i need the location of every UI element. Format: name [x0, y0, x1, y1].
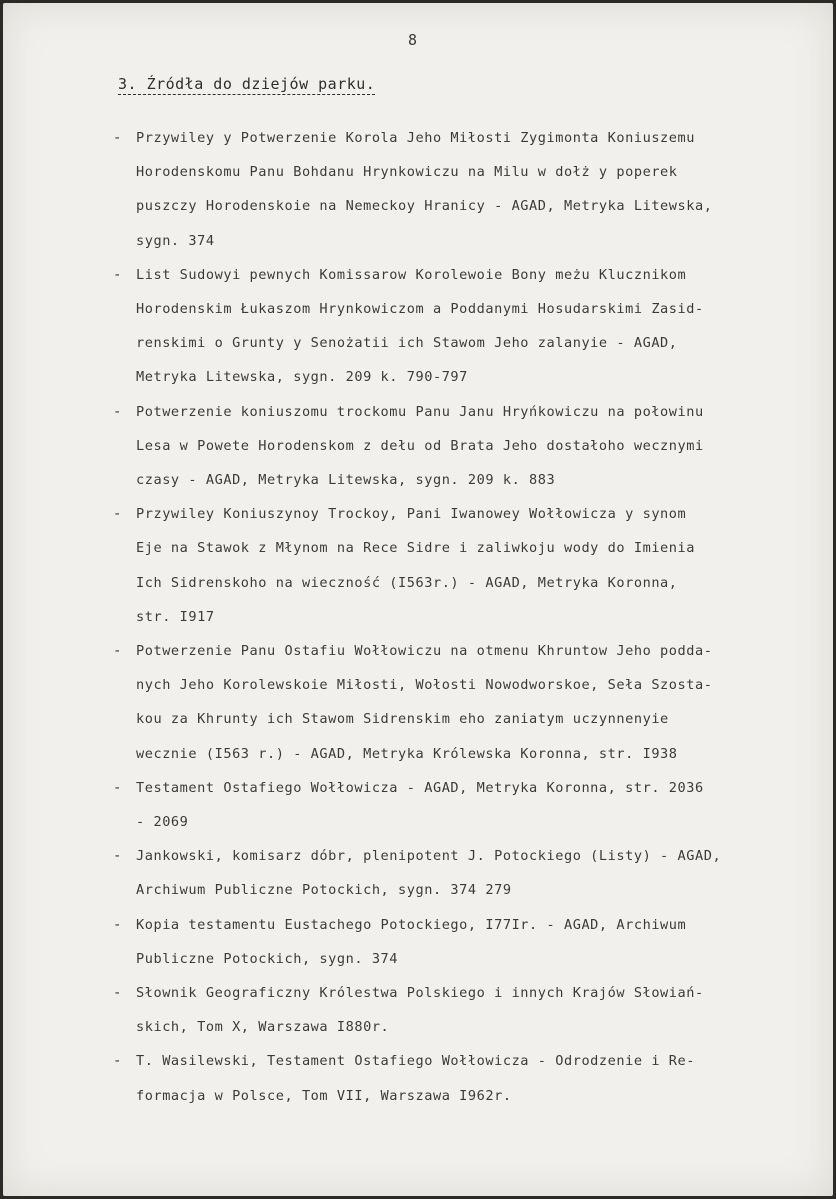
entry-line: Eje na Stawok z Młynom na Rece Sidre i zaliwkoju wody do Imienia: [136, 540, 695, 557]
page-number: 8: [408, 31, 418, 49]
bibliography-entry: [113, 634, 813, 771]
entry-line: Kopia testamentu Eustachego Potockiego, I77Ir. - AGAD, Archiwum: [136, 916, 687, 933]
bibliography-entry: [113, 121, 813, 258]
entry-line: - 2069: [136, 814, 189, 831]
entry-text: [136, 395, 813, 498]
entry-dash: -: [113, 985, 122, 1002]
bibliography-entry: [113, 908, 813, 976]
bibliography-entry: [113, 839, 813, 907]
entry-line: Jankowski, komisarz dóbr, plenipotent J. Potockiego (Listy) - AGAD,: [136, 848, 722, 865]
entry-line: Ich Sidrenskoho na wieczność (I563r.) - AGAD, Metryka Koronna,: [136, 574, 678, 591]
entry-line: Testament Ostafiego Wołłowicza - AGAD, Metryka Koronna, str. 2036: [136, 779, 704, 796]
entry-line: Publiczne Potockich, sygn. 374: [136, 950, 399, 967]
document-page: [3, 3, 833, 1196]
entry-text: [136, 1044, 813, 1112]
entry-text: [136, 634, 813, 771]
entry-line: Potwerzenie koniuszomu trockomu Panu Janu Hryńkowiczu na połowinu: [136, 403, 704, 420]
entry-text: [136, 839, 813, 907]
entry-dash: -: [113, 403, 122, 420]
section-title: 3. Źródła do dziejów parku.: [118, 75, 376, 93]
entry-line: Potwerzenie Panu Ostafiu Wołłowiczu na otmenu Khruntow Jeho podda-: [136, 643, 713, 660]
entry-dash: -: [113, 1053, 122, 1070]
entry-line: sygn. 374: [136, 232, 215, 249]
entry-dash: -: [113, 643, 122, 660]
entry-line: Lesa w Powete Horodenskom z dełu od Brata Jeho dostałoho wecznymi: [136, 437, 704, 454]
entry-text: [136, 908, 813, 976]
bibliography-entry: [113, 395, 813, 498]
entry-line: Metryka Litewska, sygn. 209 k. 790-797: [136, 369, 468, 386]
entry-line: Archiwum Publiczne Potockich, sygn. 374 279: [136, 882, 512, 899]
entry-line: Przywiley y Potwerzenie Korola Jeho Miłosti Zygimonta Koniuszemu: [136, 130, 695, 146]
entry-line: Horodenskim Łukaszom Hrynkowiczom a Poddanymi Hosudarskimi Zasid-: [136, 301, 704, 318]
entry-line: formacja w Polsce, Tom VII, Warszawa I962r.: [136, 1087, 512, 1104]
bibliography-entry: [113, 258, 813, 395]
bibliography-entry: [113, 1044, 813, 1112]
entry-line: Horodenskomu Panu Bohdanu Hrynkowiczu na Milu w dołż y poperek: [136, 164, 678, 181]
entry-line: kou za Khrunty ich Stawom Sidrenskim eho zaniatym uczynnenyie: [136, 711, 669, 728]
entry-line: Przywiley Koniuszynoy Trockoy, Pani Iwanowey Wołłowicza y synom: [136, 506, 687, 523]
entry-text: [136, 976, 813, 1044]
entry-dash: -: [113, 266, 122, 283]
bibliography-entry: [113, 771, 813, 839]
entry-line: nych Jeho Korolewskoie Miłosti, Wołosti Nowodworskoe, Seła Szosta-: [136, 677, 713, 694]
entry-text: [136, 497, 813, 634]
entry-line: str. I917: [136, 608, 215, 625]
bibliography-list: [113, 121, 813, 1113]
entry-line: Słownik Geograficzny Królestwa Polskiego i innych Krajów Słowiań-: [136, 985, 704, 1002]
entry-line: czasy - AGAD, Metryka Litewska, sygn. 209 k. 883: [136, 472, 556, 489]
entry-dash: -: [113, 779, 122, 796]
entry-text: [136, 121, 813, 258]
entry-line: skich, Tom X, Warszawa I880r.: [136, 1019, 390, 1036]
entry-line: wecznie (I563 r.) - AGAD, Metryka Królewska Koronna, str. I938: [136, 745, 678, 762]
entry-dash: -: [113, 130, 122, 146]
entry-line: T. Wasilewski, Testament Ostafiego Wołłowicza - Odrodzenie i Re-: [136, 1053, 695, 1070]
entry-text: [136, 771, 813, 839]
entry-line: renskimi o Grunty y Senożatii ich Stawom Jeho zalanyie - AGAD,: [136, 335, 678, 352]
entry-line: List Sudowyi pewnych Komissarow Korolewoie Bony meżu Klucznikom: [136, 266, 687, 283]
entry-text: [136, 258, 813, 395]
entry-dash: -: [113, 848, 122, 865]
bibliography-entry: [113, 497, 813, 634]
bibliography-entry: [113, 976, 813, 1044]
entry-dash: -: [113, 916, 122, 933]
entry-dash: -: [113, 506, 122, 523]
entry-line: puszczy Horodenskoie na Nemeckoy Hranicy - AGAD, Metryka Litewska,: [136, 198, 713, 215]
